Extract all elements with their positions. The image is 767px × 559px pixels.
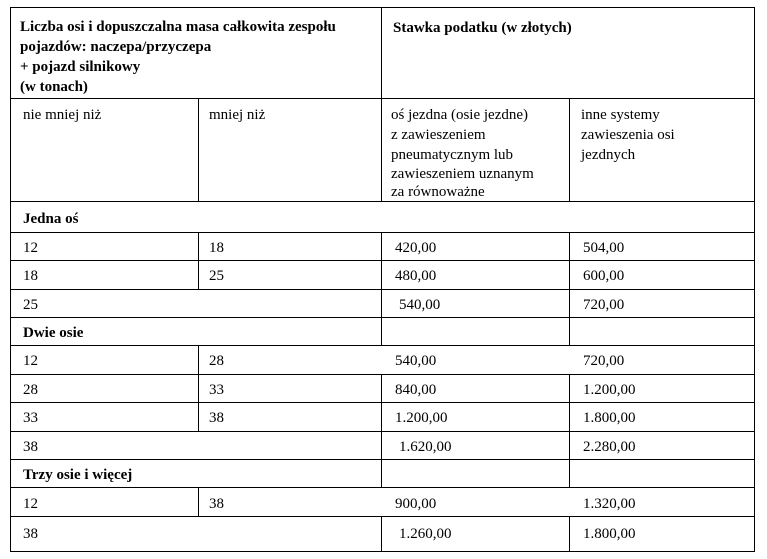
cell-min: 25	[23, 297, 38, 313]
cell-pneumatic: 1.200,00	[395, 410, 448, 426]
cell-pneumatic: 1.260,00	[399, 526, 452, 542]
cell-min: 28	[23, 382, 38, 398]
rule-row8-bottom	[11, 516, 754, 517]
rule-col-other	[569, 232, 570, 346]
cell-pneumatic: 540,00	[399, 297, 441, 313]
cell-pneumatic: 840,00	[395, 382, 437, 398]
cell-pneumatic: 1.620,00	[399, 439, 452, 455]
cell-other: 1.800,00	[583, 526, 636, 542]
rule-row4-bottom	[11, 374, 754, 375]
header-col2-title: Stawka podatku (w złotych)	[393, 20, 572, 36]
cell-min: 12	[23, 240, 38, 256]
rule-header-bottom	[11, 98, 754, 99]
rule-col-other	[569, 516, 570, 552]
subheader-min: nie mniej niż	[23, 107, 102, 123]
rule-col-pneumatic	[381, 232, 382, 346]
cell-min: 38	[23, 439, 38, 455]
subheader-pneumatic-line2: z zawieszeniem	[391, 127, 486, 143]
cell-other: 720,00	[583, 353, 625, 369]
cell-max: 33	[209, 382, 224, 398]
cell-max: 38	[209, 496, 224, 512]
rule-row6-bottom	[11, 431, 754, 432]
cell-other: 1.200,00	[583, 382, 636, 398]
rule-col-other	[569, 98, 570, 202]
cell-min: 12	[23, 496, 38, 512]
rule-col-max	[198, 232, 199, 289]
cell-pneumatic: 420,00	[395, 240, 437, 256]
rule-row5-bottom	[11, 402, 754, 403]
section-title: Jedna oś	[23, 211, 79, 227]
cell-other: 720,00	[583, 297, 625, 313]
rule-row3-bottom	[11, 317, 754, 318]
cell-max: 18	[209, 240, 224, 256]
subheader-pneumatic-line3: pneumatycznym lub	[391, 147, 514, 163]
cell-other: 600,00	[583, 268, 625, 284]
cell-max: 38	[209, 410, 224, 426]
rule-col-max	[198, 345, 199, 431]
rule-row7-bottom	[11, 459, 754, 460]
rule-row2-bottom	[11, 289, 754, 290]
rule-col-pneumatic	[381, 8, 382, 202]
rule-col-pneumatic	[381, 374, 382, 487]
cell-pneumatic: 480,00	[395, 268, 437, 284]
rule-section3-bottom	[11, 487, 754, 488]
subheader-max: mniej niż	[209, 107, 266, 123]
header-col1-line2: pojazdów: naczepa/przyczepa	[20, 39, 212, 55]
header-col1-line1: Liczba osi i dopuszczalna masa całkowita zespołu	[20, 19, 336, 35]
rule-subheader-bottom	[11, 201, 754, 202]
rule-section2-bottom	[11, 345, 754, 346]
rule-col-pneumatic	[381, 516, 382, 552]
cell-other: 504,00	[583, 240, 625, 256]
rule-row1-bottom	[11, 260, 754, 261]
section-title: Trzy osie i więcej	[23, 467, 133, 483]
cell-pneumatic: 900,00	[395, 496, 437, 512]
rule-col-max	[198, 487, 199, 516]
subheader-other-line3: jezdnych	[581, 147, 636, 163]
header-col1-line4: (w tonach)	[20, 79, 88, 95]
rule-col-other	[569, 374, 570, 487]
cell-min: 33	[23, 410, 38, 426]
cell-min: 38	[23, 526, 38, 542]
cell-max: 28	[209, 353, 224, 369]
subheader-pneumatic-line5: za równoważne	[391, 184, 485, 200]
section-title: Dwie osie	[23, 325, 84, 341]
rule-section1-bottom	[11, 232, 754, 233]
subheader-other-line1: inne systemy	[581, 107, 660, 123]
header-col1-line3: + pojazd silnikowy	[20, 59, 141, 75]
cell-other: 1.320,00	[583, 496, 636, 512]
cell-max: 25	[209, 268, 224, 284]
cell-min: 12	[23, 353, 38, 369]
cell-pneumatic: 540,00	[395, 353, 437, 369]
cell-other: 1.800,00	[583, 410, 636, 426]
cell-min: 18	[23, 268, 38, 284]
subheader-other-line2: zawieszenia osi	[581, 127, 675, 143]
subheader-pneumatic-line4: zawieszeniem uznanym	[391, 166, 534, 182]
tax-rate-table	[10, 7, 755, 552]
rule-col-max	[198, 98, 199, 202]
cell-other: 2.280,00	[583, 439, 636, 455]
subheader-pneumatic-line1: oś jezdna (osie jezdne)	[391, 107, 529, 123]
